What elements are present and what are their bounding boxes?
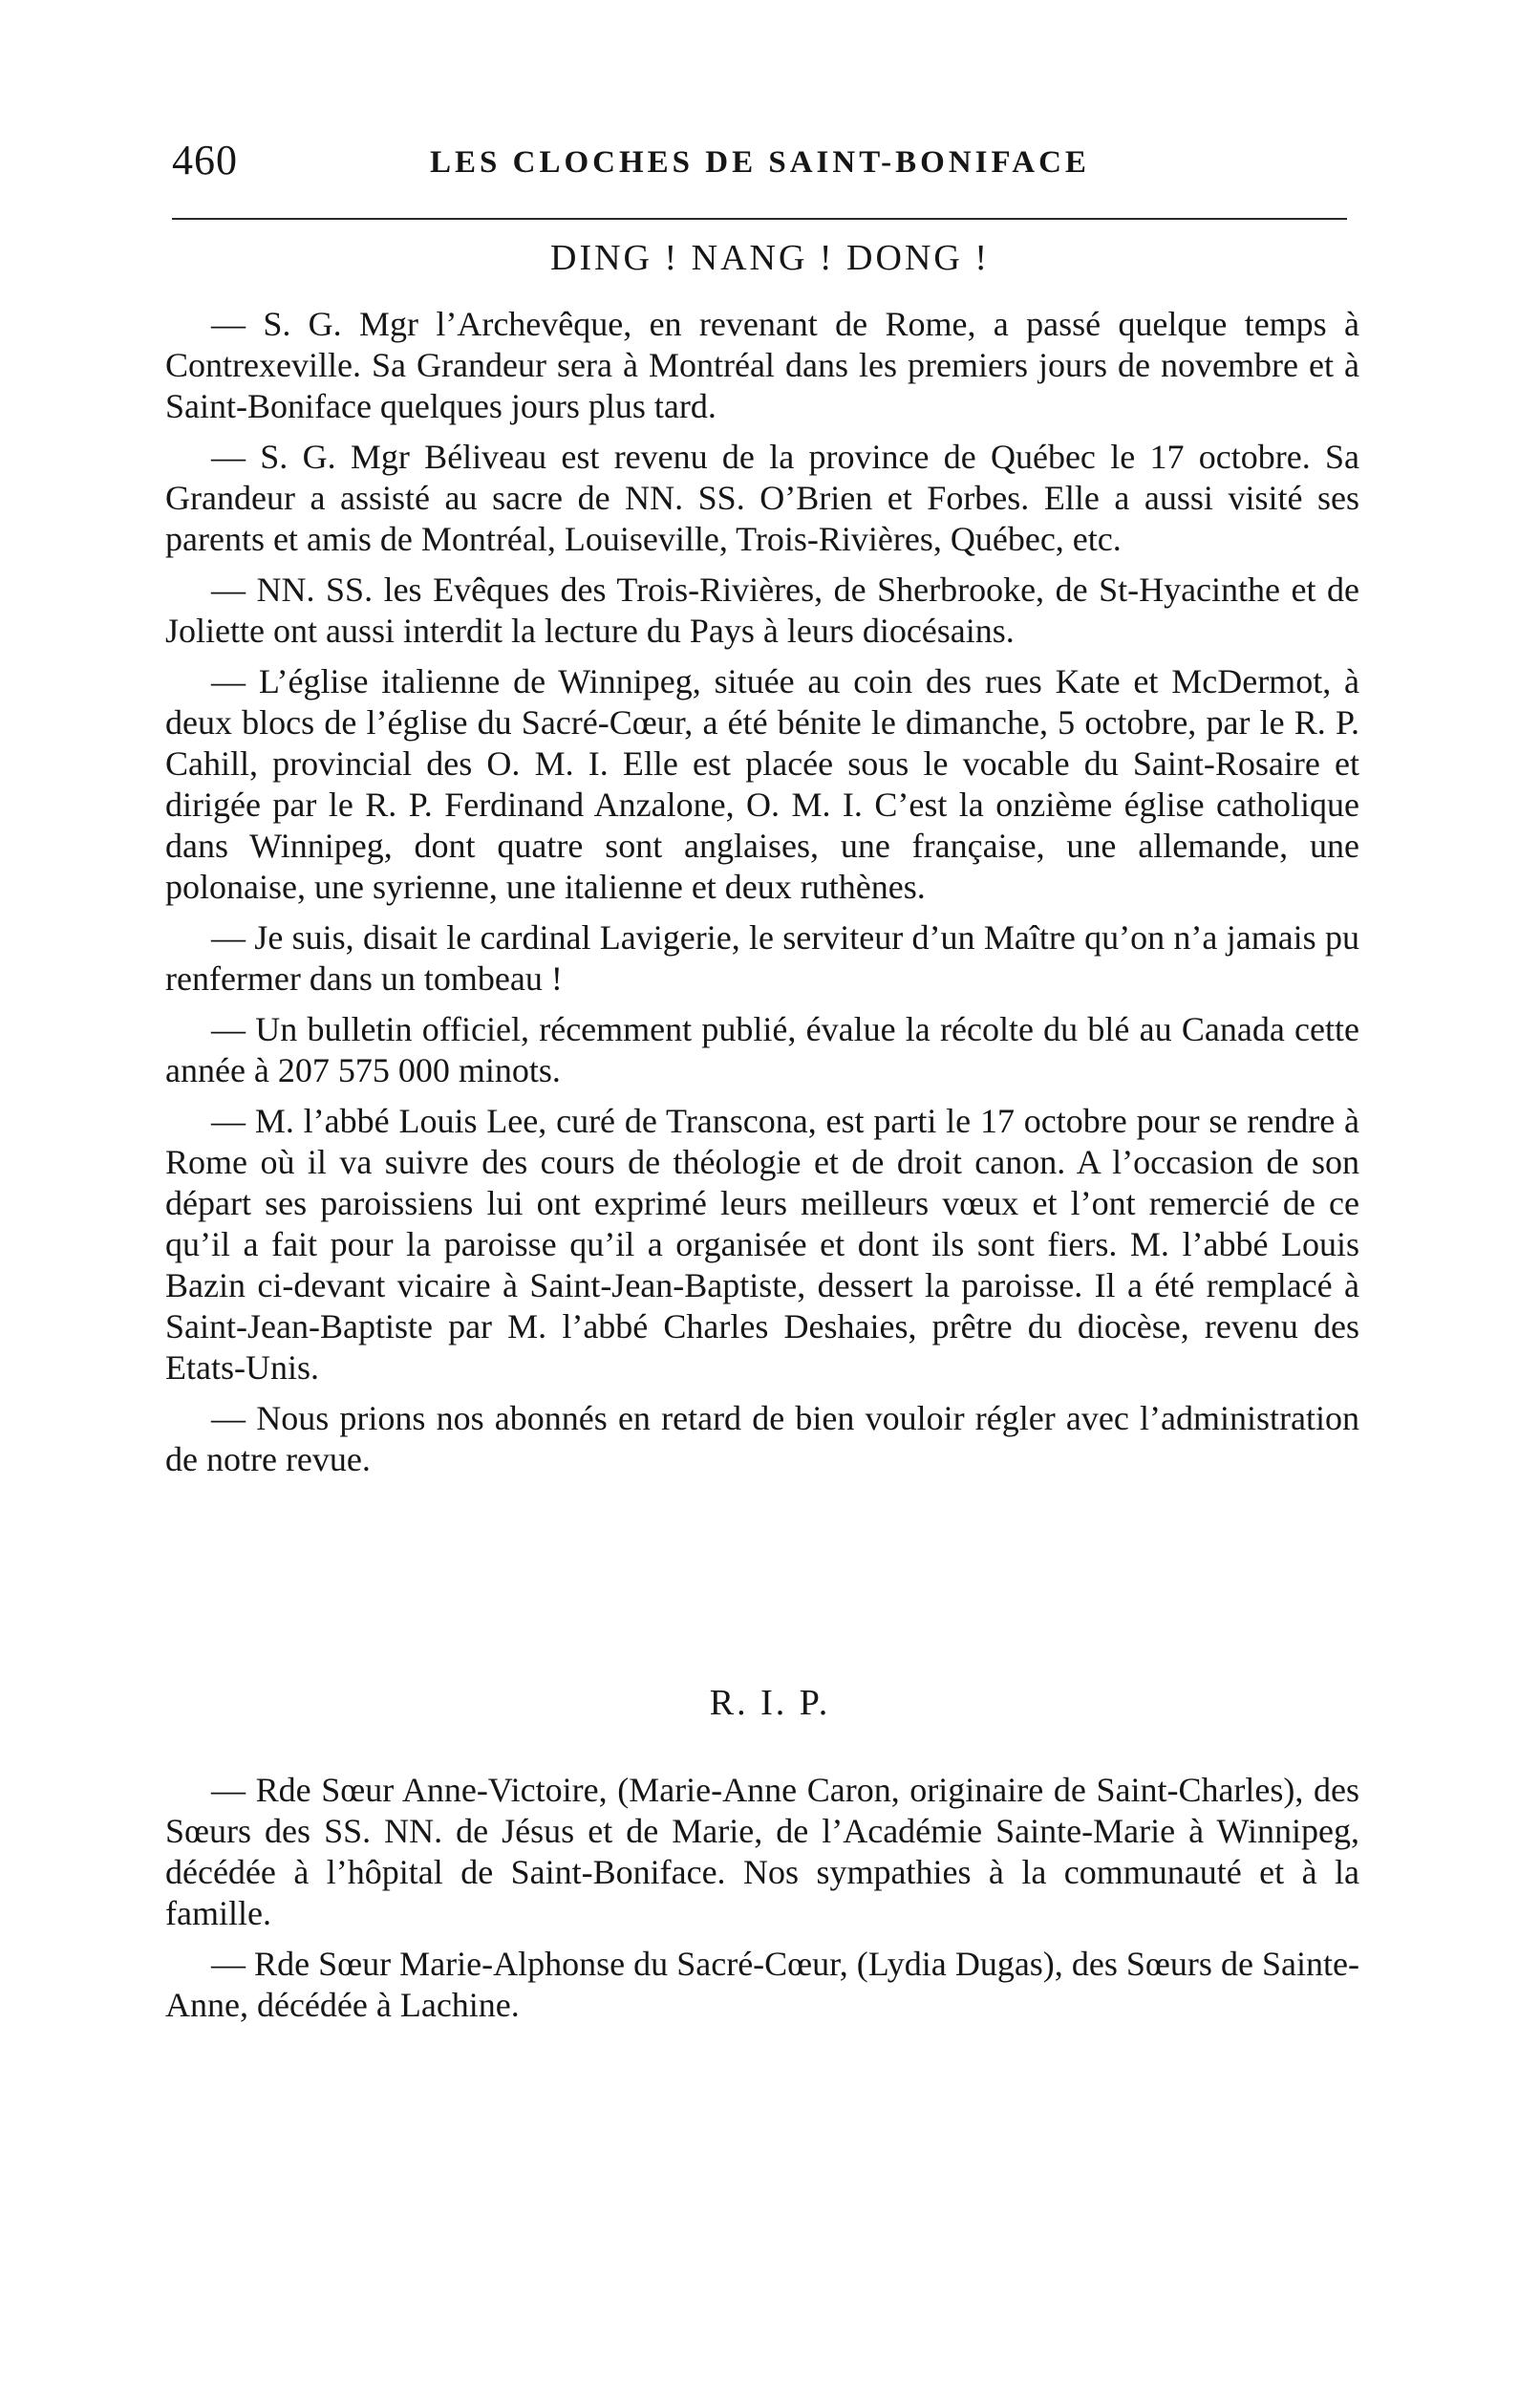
news-paragraph: — NN. SS. les Evêques des Trois-Rivières, de Sherbrooke, de St-Hyacinthe et de Joliette ont aussi interdit la lecture du Pays à leurs diocésains.	[165, 571, 1359, 650]
news-paragraph: — S. G. Mgr l’Archevêque, en revenant de Rome, a passé quelque temps à Contrexeville. Sa Grandeur sera à Montréal dans les premiers jours de novembre et à Saint-Boniface quelques jours plus tard.	[165, 305, 1359, 425]
header-rule	[172, 218, 1347, 220]
news-paragraph: — Je suis, disait le cardinal Lavigerie, le serviteur d’un Maître qu’on n’a jamais pu renfermer dans un tombeau !	[165, 918, 1359, 998]
rip-section	[165, 1770, 1359, 2035]
running-head	[172, 134, 1357, 191]
news-paragraph: — M. l’abbé Louis Lee, curé de Transcona, est parti le 17 octobre pour se rendre à Rome où il va suivre des cours de théologie et de droit canon. A l’occasion de son départ ses paroissiens lui ont exprimé leurs meilleurs vœux et l’ont remercié de ce qu’il a fait pour la paroisse qu’il a organisée et dont ils sont fiers. M. l’abbé Louis Bazin ci-devant vicaire à Saint-Jean-Baptiste, dessert la paroisse. Il a été remplacé à Saint-Jean-Baptiste par M. l’abbé Charles Deshaies, prêtre du diocèse, revenu des Etats-Unis.	[165, 1102, 1359, 1387]
section-title-ding-nang-dong: DING ! NANG ! DONG !	[550, 238, 990, 278]
news-paragraph: — L’église italienne de Winnipeg, située au coin des rues Kate et McDermot, à deux blocs de l’église du Sacré-Cœur, a été bénite le dimanche, 5 octobre, par le R. P. Cahill, provincial des O. M. I. Elle est placée sous le vocable du Saint-Rosaire et dirigée par le R. P. Ferdinand Anzalone, O. M. I. C’est la onzième église catholique dans Winnipeg, dont quatre sont anglaises, une française, une allemande, une polonaise, une syrienne, une italienne et deux ruthènes.	[165, 662, 1359, 906]
news-paragraph: — Nous prions nos abonnés en retard de bien vouloir régler avec l’administration de notre revue.	[165, 1399, 1359, 1478]
running-title: LES CLOCHES DE SAINT-BONIFACE	[430, 145, 1090, 180]
obituary-paragraph: — Rde Sœur Anne-Victoire, (Marie-Anne Caron, originaire de Saint-Charles), des Sœurs des SS. NN. de Jésus et de Marie, de l’Académie Sainte-Marie à Winnipeg, décédée à l’hôpital de Saint-Boniface. Nos sympathies à la communauté et à la famille.	[165, 1771, 1359, 1932]
section-title-rip: R. I. P.	[709, 1683, 831, 1723]
obituary-paragraph: — Rde Sœur Marie-Alphonse du Sacré-Cœur, (Lydia Dugas), des Sœurs de Sainte-Anne, décédée à Lachine.	[165, 1945, 1359, 2024]
page-number: 460	[172, 137, 238, 183]
news-paragraph: — Un bulletin officiel, récemment publié, évalue la récolte du blé au Canada cette année à 207 575 000 minots.	[165, 1010, 1359, 1089]
news-paragraph: — S. G. Mgr Béliveau est revenu de la province de Québec le 17 octobre. Sa Grandeur a assisté au sacre de NN. SS. O’Brien et Forbes. Elle a aussi visité ses parents et amis de Montréal, Louiseville, Trois-Rivières, Québec, etc.	[165, 438, 1359, 558]
news-section	[165, 304, 1359, 1490]
